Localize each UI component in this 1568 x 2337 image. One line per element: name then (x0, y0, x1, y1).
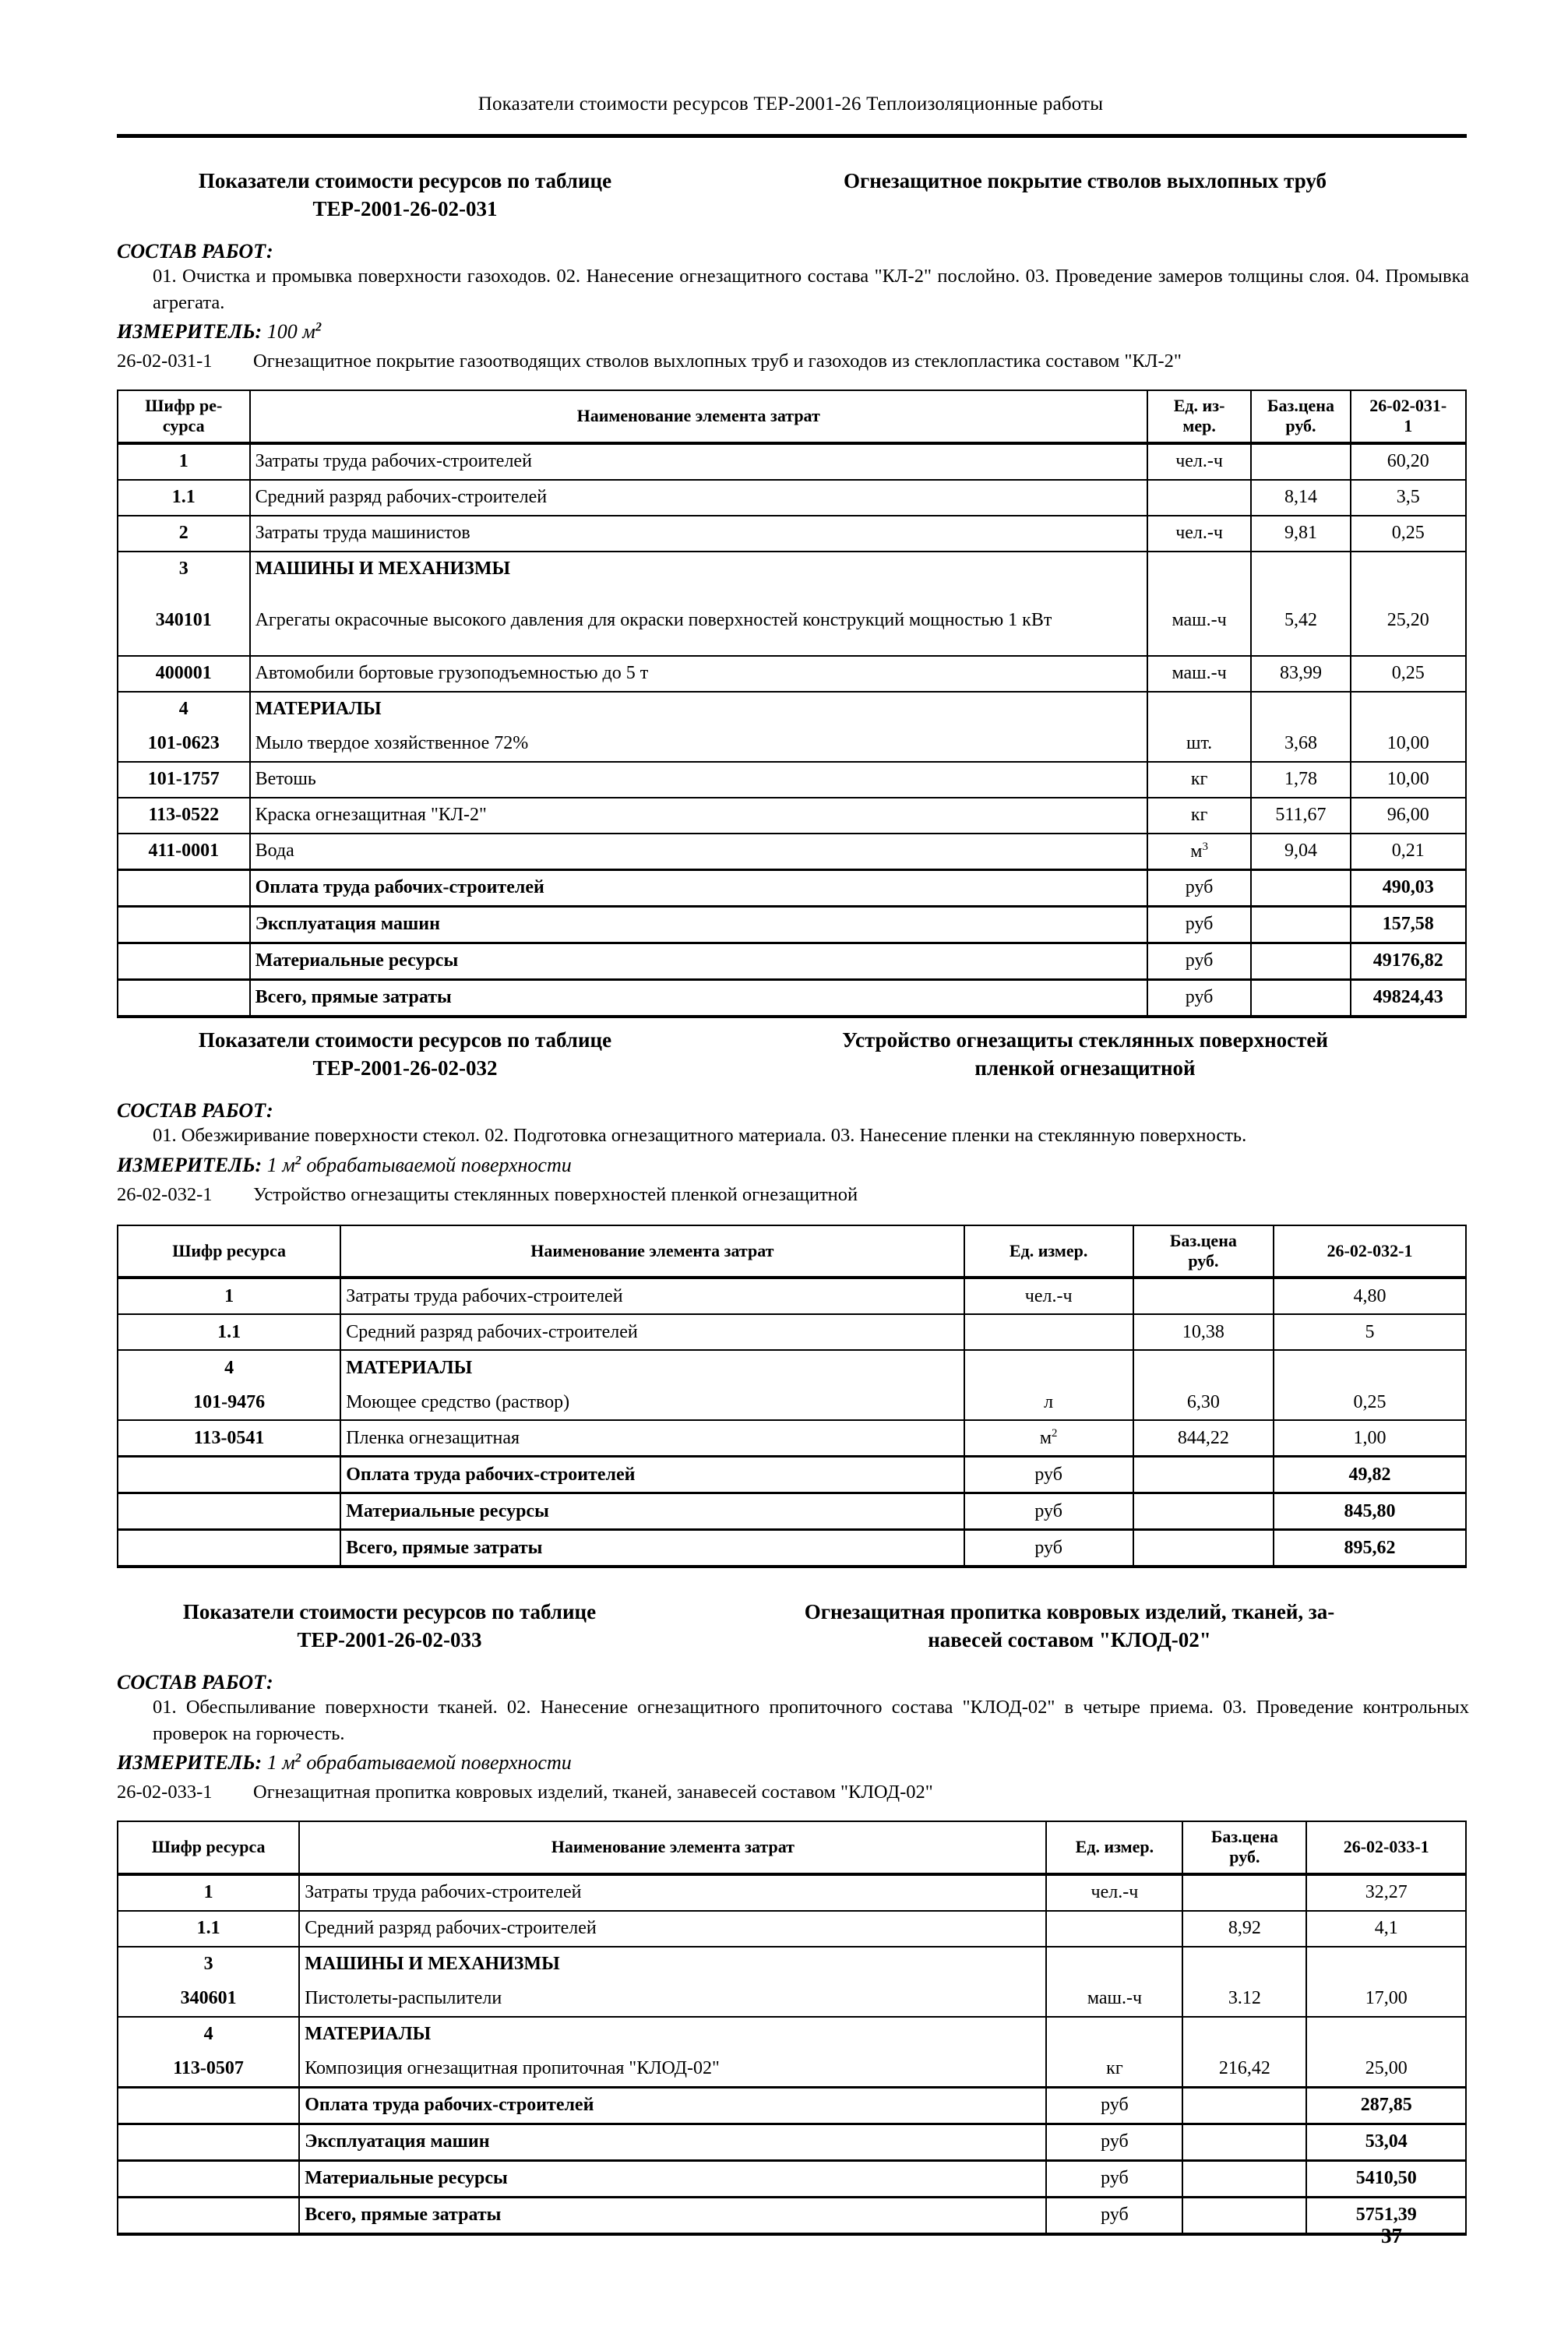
cell-code: 4 (118, 1350, 340, 1385)
cell-price (1133, 1278, 1274, 1314)
summary-label: Материальные ресурсы (250, 943, 1147, 979)
table-row (118, 1314, 1466, 1350)
cell-unit: маш.-ч (1147, 587, 1252, 656)
cell-quantity: 10,00 (1351, 762, 1466, 798)
summary-row (118, 1457, 1466, 1493)
resource-table-033 (117, 1821, 1467, 2236)
cell-code (118, 1457, 340, 1493)
cell-price (1251, 979, 1350, 1017)
header-name: Наименование элемента затрат (299, 1821, 1046, 1874)
izmeritel-label: ИЗМЕРИТЕЛЬ: (117, 319, 263, 343)
header-quantity: 26-02-032-1 (1274, 1225, 1466, 1278)
cell-price: 10,38 (1133, 1314, 1274, 1350)
header-price (1182, 1821, 1306, 1874)
table-row (118, 2052, 1466, 2088)
cell-unit: руб (1147, 906, 1252, 943)
cell-code (118, 943, 250, 979)
cell-quantity: 0,21 (1351, 834, 1466, 870)
header-price-line2: руб. (1188, 1251, 1219, 1271)
summary-value: 49176,82 (1351, 943, 1466, 979)
cell-name: Вода (250, 834, 1147, 870)
cell-unit: руб (964, 1530, 1133, 1567)
cell-price (1251, 443, 1350, 480)
cell-unit (964, 1314, 1133, 1350)
item-code: 26-02-032-1 (117, 1183, 213, 1205)
item-code: 26-02-033-1 (117, 1781, 213, 1803)
cell-quantity: 0,25 (1351, 516, 1466, 552)
cell-quantity (1351, 692, 1466, 727)
section-table-code: ТЕР-2001-26-02-033 (297, 1627, 482, 1651)
cell-quantity (1306, 1947, 1466, 1982)
cell-quantity (1351, 552, 1466, 587)
summary-row (118, 2124, 1466, 2160)
cell-price: 83,99 (1251, 656, 1350, 692)
cell-code (118, 1493, 340, 1530)
izmeritel-superscript: 2 (294, 1153, 301, 1167)
cell-code: 340101 (118, 587, 250, 656)
izmeritel-value: 1 м (266, 1750, 295, 1774)
cell-price (1251, 552, 1350, 587)
cell-unit (1147, 834, 1252, 870)
izmeritel-suffix: обрабатываемой поверхности (301, 1750, 572, 1774)
cell-group-name: МАТЕРИАЛЫ (299, 2017, 1046, 2052)
section-title-prefix: Показатели стоимости ресурсов по таблице (182, 1600, 597, 1623)
cell-name: Мыло твердое хозяйственное 72% (250, 727, 1147, 762)
header-quantity-line2: 1 (1404, 416, 1413, 436)
cell-unit: кг (1147, 798, 1252, 834)
table-body (118, 1278, 1466, 1567)
cell-code (118, 2124, 299, 2160)
summary-value: 845,80 (1274, 1493, 1466, 1530)
cell-price: 9,04 (1251, 834, 1350, 870)
section-subject-line1: Огнезащитная пропитка ковровых изделий, тканей, за- (804, 1600, 1335, 1623)
cell-unit (1147, 552, 1252, 587)
cell-code: 1 (118, 1278, 340, 1314)
cell-price: 844,22 (1133, 1420, 1274, 1457)
header-price (1133, 1225, 1274, 1278)
sostav-rabot-text: 01. Очистка и промывка поверхности газоходов. 02. Нанесение огнезащитного состава "КЛ-2" послойно. 03. Проведение замеров толщины слоя. 04. Промывка агрегата. (153, 266, 1469, 313)
item-code: 26-02-031-1 (117, 350, 213, 372)
resource-table-032 (117, 1225, 1467, 1569)
cell-name: Средний разряд рабочих-строителей (250, 480, 1147, 516)
header-unit-line2: мер. (1182, 416, 1216, 436)
cell-price (1133, 1530, 1274, 1567)
header-name: Наименование элемента затрат (340, 1225, 964, 1278)
izmeritel-value: 100 м (266, 319, 315, 343)
summary-row (118, 1493, 1466, 1530)
cell-name: Агрегаты окрасочные высокого давления для окраски поверхностей конструкций мощностью 1 кВт (250, 587, 1147, 656)
header-quantity: 26-02-033-1 (1306, 1821, 1466, 1874)
header-code: Шифр ресурса (118, 1821, 299, 1874)
cell-name: Затраты труда рабочих-строителей (250, 443, 1147, 480)
header-code-line2: сурса (162, 416, 205, 436)
section-title (117, 1027, 1472, 1082)
izmeritel-superscript: 2 (294, 1751, 301, 1765)
cell-unit (964, 1350, 1133, 1385)
cell-code: 400001 (118, 656, 250, 692)
header-price-line2: руб. (1285, 416, 1316, 436)
summary-value: 287,85 (1306, 2087, 1466, 2124)
summary-label: Эксплуатация машин (250, 906, 1147, 943)
summary-value: 49824,43 (1351, 979, 1466, 1017)
cell-code (118, 1530, 340, 1567)
header-name: Наименование элемента затрат (250, 390, 1147, 443)
cell-unit (964, 1420, 1133, 1457)
cell-name: Композиция огнезащитная пропиточная "КЛОД-02" (299, 2052, 1046, 2088)
summary-row (118, 2087, 1466, 2124)
item-code-line (117, 1779, 1568, 1805)
summary-value: 895,62 (1274, 1530, 1466, 1567)
cell-code: 113-0507 (118, 2052, 299, 2088)
table-row (118, 656, 1466, 692)
cell-code: 101-9476 (118, 1385, 340, 1420)
section-26-02-032 (0, 1027, 1568, 1568)
cell-code (118, 2087, 299, 2124)
cell-code: 1.1 (118, 1314, 340, 1350)
cell-quantity: 0,25 (1274, 1385, 1466, 1420)
cell-price: 1,78 (1251, 762, 1350, 798)
cell-unit (1046, 2017, 1182, 2052)
item-code-line (117, 1182, 1568, 1207)
cell-quantity: 10,00 (1351, 727, 1466, 762)
cell-quantity: 5 (1274, 1314, 1466, 1350)
cell-name: Средний разряд рабочих-строителей (299, 1911, 1046, 1947)
cell-unit: руб (1147, 943, 1252, 979)
izmeritel-line (117, 1154, 1568, 1177)
cell-price: 3,68 (1251, 727, 1350, 762)
cell-price: 8,92 (1182, 1911, 1306, 1947)
cell-unit (1046, 1947, 1182, 1982)
table-row (118, 1982, 1466, 2017)
cell-name: Ветошь (250, 762, 1147, 798)
summary-value: 53,04 (1306, 2124, 1466, 2160)
cell-code: 411-0001 (118, 834, 250, 870)
cell-unit: руб (964, 1493, 1133, 1530)
resource-table-031 (117, 390, 1467, 1018)
cell-code: 4 (118, 2017, 299, 2052)
cell-unit (1046, 1911, 1182, 1947)
table-row (118, 443, 1466, 480)
header-code (118, 390, 250, 443)
table-row-group (118, 2017, 1466, 2052)
cell-quantity: 3,5 (1351, 480, 1466, 516)
cell-price (1251, 692, 1350, 727)
cell-quantity: 0,25 (1351, 656, 1466, 692)
cell-quantity (1306, 2017, 1466, 2052)
izmeritel-superscript: 2 (315, 320, 322, 334)
cell-quantity: 1,00 (1274, 1420, 1466, 1457)
cell-quantity: 4,80 (1274, 1278, 1466, 1314)
item-description: Огнезащитное покрытие газоотводящих стволов выхлопных труб и газоходов из стеклопластика составом "КЛ-2" (253, 350, 1182, 372)
header-code-line1: Шифр ре- (145, 395, 223, 415)
section-title (117, 1599, 1472, 1654)
header-unit: Ед. измер. (964, 1225, 1133, 1278)
summary-label: Оплата труда рабочих-строителей (340, 1457, 964, 1493)
cell-unit: маш.-ч (1046, 1982, 1182, 2017)
table-row-group (118, 1947, 1466, 1982)
cell-unit: л (964, 1385, 1133, 1420)
cell-unit: маш.-ч (1147, 656, 1252, 692)
summary-row (118, 906, 1466, 943)
cell-name: Моющее средство (раствор) (340, 1385, 964, 1420)
summary-label: Всего, прямые затраты (250, 979, 1147, 1017)
table-row-group (118, 552, 1466, 587)
cell-price (1251, 869, 1350, 906)
cell-unit: руб (1046, 2197, 1182, 2234)
table-row (118, 480, 1466, 516)
section-table-code: ТЕР-2001-26-02-032 (312, 1056, 498, 1080)
section-table-code: ТЕР-2001-26-02-031 (312, 196, 498, 220)
cell-unit: руб (1147, 979, 1252, 1017)
table-header-row (118, 1225, 1466, 1278)
cell-price (1133, 1457, 1274, 1493)
summary-row (118, 869, 1466, 906)
section-26-02-033 (0, 1599, 1568, 2236)
cell-price (1182, 1947, 1306, 1982)
header-price-line1: Баз.цена (1169, 1230, 1237, 1250)
header-unit: Ед. измер. (1046, 1821, 1182, 1874)
cell-name: Затраты труда рабочих-строителей (299, 1874, 1046, 1911)
cell-quantity: 60,20 (1351, 443, 1466, 480)
table-row (118, 1278, 1466, 1314)
cell-price (1251, 943, 1350, 979)
sostav-rabot-label: СОСТАВ РАБОТ: (117, 240, 273, 263)
item-code-line (117, 348, 1568, 374)
table-row (118, 1874, 1466, 1911)
summary-label: Всего, прямые затраты (340, 1530, 964, 1567)
cell-code: 3 (118, 1947, 299, 1982)
cell-unit: чел.-ч (1147, 516, 1252, 552)
summary-label: Оплата труда рабочих-строителей (250, 869, 1147, 906)
cell-price: 3.12 (1182, 1982, 1306, 2017)
unit-base: м (1190, 841, 1203, 862)
table-row (118, 587, 1466, 656)
cell-name: Затраты труда рабочих-строителей (340, 1278, 964, 1314)
header-unit (1147, 390, 1252, 443)
cell-unit: кг (1147, 762, 1252, 798)
cell-code: 1 (118, 443, 250, 480)
header-quantity-line1: 26-02-031- (1369, 395, 1447, 415)
izmeritel-label: ИЗМЕРИТЕЛЬ: (117, 1750, 263, 1774)
summary-value: 490,03 (1351, 869, 1466, 906)
section-title-prefix: Показатели стоимости ресурсов по таблице (198, 1028, 612, 1052)
cell-unit: руб (1046, 2160, 1182, 2197)
table-row (118, 516, 1466, 552)
summary-row (118, 2160, 1466, 2197)
cell-quantity: 96,00 (1351, 798, 1466, 834)
izmeritel-line (117, 320, 1568, 344)
table-body (118, 1874, 1466, 2234)
section-subject-line1: Устройство огнезащиты стеклянных поверхностей (842, 1028, 1328, 1052)
unit-base: м (1039, 1428, 1052, 1449)
header-price-line1: Баз.цена (1210, 1826, 1278, 1846)
cell-price (1182, 1874, 1306, 1911)
header-rule (117, 134, 1467, 138)
summary-label: Материальные ресурсы (340, 1493, 964, 1530)
table-header-row (118, 1821, 1466, 1874)
summary-value: 157,58 (1351, 906, 1466, 943)
cell-price (1133, 1493, 1274, 1530)
cell-unit: руб (964, 1457, 1133, 1493)
summary-value: 5410,50 (1306, 2160, 1466, 2197)
cell-price: 5,42 (1251, 587, 1350, 656)
cell-name: Краска огнезащитная "КЛ-2" (250, 798, 1147, 834)
cell-quantity: 32,27 (1306, 1874, 1466, 1911)
table-row (118, 762, 1466, 798)
header-quantity (1351, 390, 1466, 443)
cell-price (1182, 2160, 1306, 2197)
cell-unit (1147, 480, 1252, 516)
section-title-prefix: Показатели стоимости ресурсов по таблице (198, 169, 612, 192)
table-row (118, 1911, 1466, 1947)
cell-group-name: МАТЕРИАЛЫ (340, 1350, 964, 1385)
cell-unit: руб (1046, 2087, 1182, 2124)
table-row (118, 834, 1466, 870)
cell-price (1133, 1350, 1274, 1385)
item-description: Устройство огнезащиты стеклянных поверхностей пленкой огнезащитной (253, 1183, 858, 1205)
cell-quantity: 25,20 (1351, 587, 1466, 656)
cell-quantity (1274, 1350, 1466, 1385)
cell-code: 1.1 (118, 1911, 299, 1947)
cell-price (1251, 906, 1350, 943)
table-row (118, 798, 1466, 834)
section-title (117, 167, 1472, 223)
cell-unit: кг (1046, 2052, 1182, 2088)
cell-code (118, 2160, 299, 2197)
summary-value: 49,82 (1274, 1457, 1466, 1493)
cell-unit: шт. (1147, 727, 1252, 762)
table-header-row (118, 390, 1466, 443)
cell-unit: руб (1147, 869, 1252, 906)
cell-code (118, 869, 250, 906)
summary-row (118, 979, 1466, 1017)
cell-price (1182, 2124, 1306, 2160)
table-row (118, 1420, 1466, 1457)
cell-code: 101-0623 (118, 727, 250, 762)
izmeritel-suffix: обрабатываемой поверхности (301, 1153, 572, 1176)
cell-name: Пистолеты-распылители (299, 1982, 1046, 2017)
section-26-02-031 (0, 167, 1568, 1018)
section-subject-line2: пленкой огнезащитной (974, 1056, 1196, 1080)
table-row-group (118, 692, 1466, 727)
cell-name: Затраты труда машинистов (250, 516, 1147, 552)
cell-price: 511,67 (1251, 798, 1350, 834)
header-price (1251, 390, 1350, 443)
cell-price: 6,30 (1133, 1385, 1274, 1420)
cell-code: 113-0541 (118, 1420, 340, 1457)
table-row (118, 1385, 1466, 1420)
cell-group-name: МАШИНЫ И МЕХАНИЗМЫ (250, 552, 1147, 587)
sostav-rabot-label: СОСТАВ РАБОТ: (117, 1099, 273, 1123)
unit-superscript: 3 (1202, 840, 1208, 853)
cell-unit (1147, 692, 1252, 727)
cell-code: 1 (118, 1874, 299, 1911)
cell-code: 3 (118, 552, 250, 587)
cell-quantity: 4,1 (1306, 1911, 1466, 1947)
cell-price: 8,14 (1251, 480, 1350, 516)
cell-name: Автомобили бортовые грузоподъемностью до 5 т (250, 656, 1147, 692)
summary-label: Материальные ресурсы (299, 2160, 1046, 2197)
table-row (118, 727, 1466, 762)
section-subject-line2: навесей составом "КЛОД-02" (928, 1627, 1211, 1651)
header-code: Шифр ресурса (118, 1225, 340, 1278)
cell-code: 113-0522 (118, 798, 250, 834)
summary-label: Оплата труда рабочих-строителей (299, 2087, 1046, 2124)
cell-quantity: 25,00 (1306, 2052, 1466, 2088)
table-row-group (118, 1350, 1466, 1385)
sostav-rabot-text: 01. Обезжиривание поверхности стекол. 02. Подготовка огнезащитного материала. 03. Нанесение пленки на стеклянную поверхность. (153, 1125, 1247, 1147)
cell-code (118, 979, 250, 1017)
summary-row (118, 943, 1466, 979)
izmeritel-value: 1 м (266, 1153, 295, 1176)
cell-code: 1.1 (118, 480, 250, 516)
cell-price: 9,81 (1251, 516, 1350, 552)
cell-group-name: МАШИНЫ И МЕХАНИЗМЫ (299, 1947, 1046, 1982)
section-subject-line1: Огнезащитное покрытие стволов выхлопных труб (843, 169, 1327, 192)
summary-label: Всего, прямые затраты (299, 2197, 1046, 2234)
summary-value: 5751,39 (1306, 2197, 1466, 2234)
izmeritel-label: ИЗМЕРИТЕЛЬ: (117, 1153, 263, 1176)
cell-code: 2 (118, 516, 250, 552)
cell-price (1182, 2017, 1306, 2052)
cell-quantity: 17,00 (1306, 1982, 1466, 2017)
running-head: Показатели стоимости ресурсов ТЕР-2001-26 Теплоизоляционные работы (477, 93, 1104, 115)
cell-code: 340601 (118, 1982, 299, 2017)
sostav-rabot-label: СОСТАВ РАБОТ: (117, 1671, 273, 1694)
header-price-line2: руб. (1229, 1847, 1260, 1867)
item-description: Огнезащитная пропитка ковровых изделий, тканей, занавесей составом "КЛОД-02" (253, 1781, 933, 1803)
header-unit-line1: Ед. из- (1173, 395, 1225, 415)
page-number: 37 (1381, 2224, 1402, 2247)
sostav-rabot-text: 01. Обеспыливание поверхности тканей. 02. Нанесение огнезащитного пропиточного состава "КЛОД-02" в четыре приема. 03. Проведение контрольных проверок на горючесть. (153, 1697, 1469, 1744)
cell-unit: чел.-ч (1147, 443, 1252, 480)
cell-unit: чел.-ч (1046, 1874, 1182, 1911)
table-body (118, 443, 1466, 1017)
cell-name: Пленка огнезащитная (340, 1420, 964, 1457)
cell-code: 4 (118, 692, 250, 727)
cell-price (1182, 2087, 1306, 2124)
cell-group-name: МАТЕРИАЛЫ (250, 692, 1147, 727)
header-price-line1: Баз.цена (1267, 395, 1334, 415)
cell-unit: руб (1046, 2124, 1182, 2160)
cell-code: 101-1757 (118, 762, 250, 798)
cell-name: Средний разряд рабочих-строителей (340, 1314, 964, 1350)
cell-price: 216,42 (1182, 2052, 1306, 2088)
cell-unit: чел.-ч (964, 1278, 1133, 1314)
unit-superscript: 2 (1052, 1427, 1058, 1440)
izmeritel-line (117, 1751, 1568, 1775)
summary-label: Эксплуатация машин (299, 2124, 1046, 2160)
cell-code (118, 906, 250, 943)
summary-row (118, 1530, 1466, 1567)
